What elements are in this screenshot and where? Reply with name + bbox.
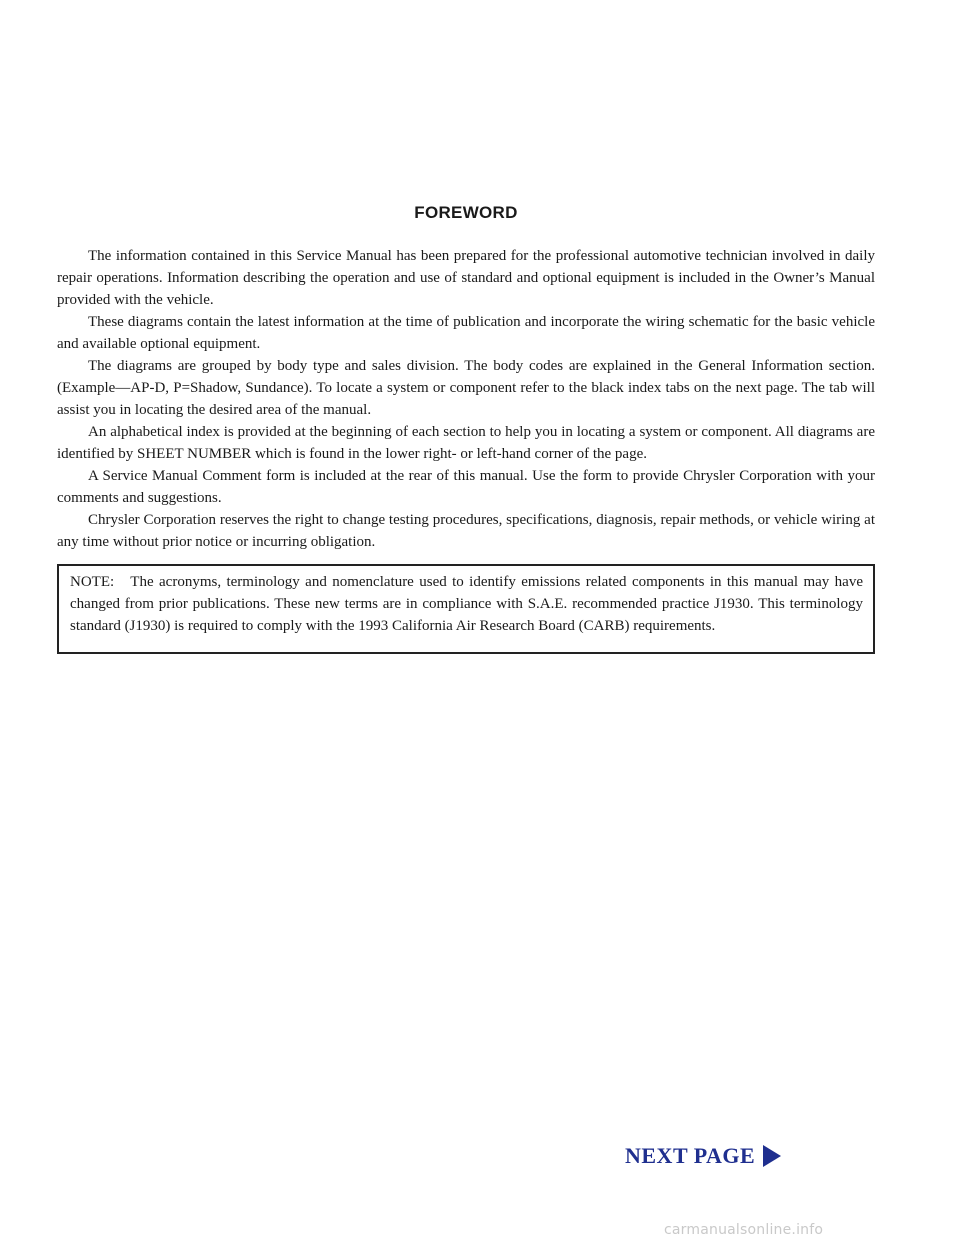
next-page-button[interactable] <box>625 1143 781 1169</box>
paragraph-index: An alphabetical index is provided at the beginning of each section to help you in locating a system or component. All diagrams are identified by SHEET NUMBER which is found in the lower right- or left-hand corner of the page. <box>57 424 875 462</box>
right-triangle-icon <box>763 1145 781 1167</box>
page-title: FOREWORD <box>414 203 518 222</box>
paragraph-grouping: The diagrams are grouped by body type and sales division. The body codes are explained in the General Information section. (Example—AP-D, P=Shadow, Sundance). To locate a system or component refer to the black index tabs on the next page. The tab will assist you in locating the desired area of the manual. <box>57 358 875 418</box>
paragraph-rights: Chrysler Corporation reserves the right to change testing procedures, specifications, diagnosis, repair methods, or vehicle wiring at any time without prior notice or incurring obligation. <box>57 512 875 550</box>
next-page-label: NEXT PAGE <box>625 1143 756 1168</box>
paragraph-comment-form: A Service Manual Comment form is included at the rear of this manual. Use the form to provide Chrysler Corporation with your comments and suggestions. <box>57 468 875 506</box>
manual-page <box>57 0 875 1242</box>
foreword-body <box>57 245 875 553</box>
site-watermark: carmanualsonline.info <box>664 1222 824 1238</box>
paragraph-diagrams-info: These diagrams contain the latest information at the time of publication and incorporate the wiring schematic for the basic vehicle and available optional equipment. <box>57 314 875 352</box>
paragraph-purpose: The information contained in this Service Manual has been prepared for the professional automotive technician involved in daily repair operations. Information describing the operation and use of standard and optional equipment is included in the Owner’s Manual provided with the vehicle. <box>57 248 875 308</box>
note-box: NOTE: The acronyms, terminology and nomenclature used to identify emissions related components in this manual may have changed from prior publications. These new terms are in compliance with S.A.E. recommended practice J1930. This terminology standard (J1930) is required to comply with the 1993 California Air Research Board (CARB) requirements. <box>57 564 875 654</box>
